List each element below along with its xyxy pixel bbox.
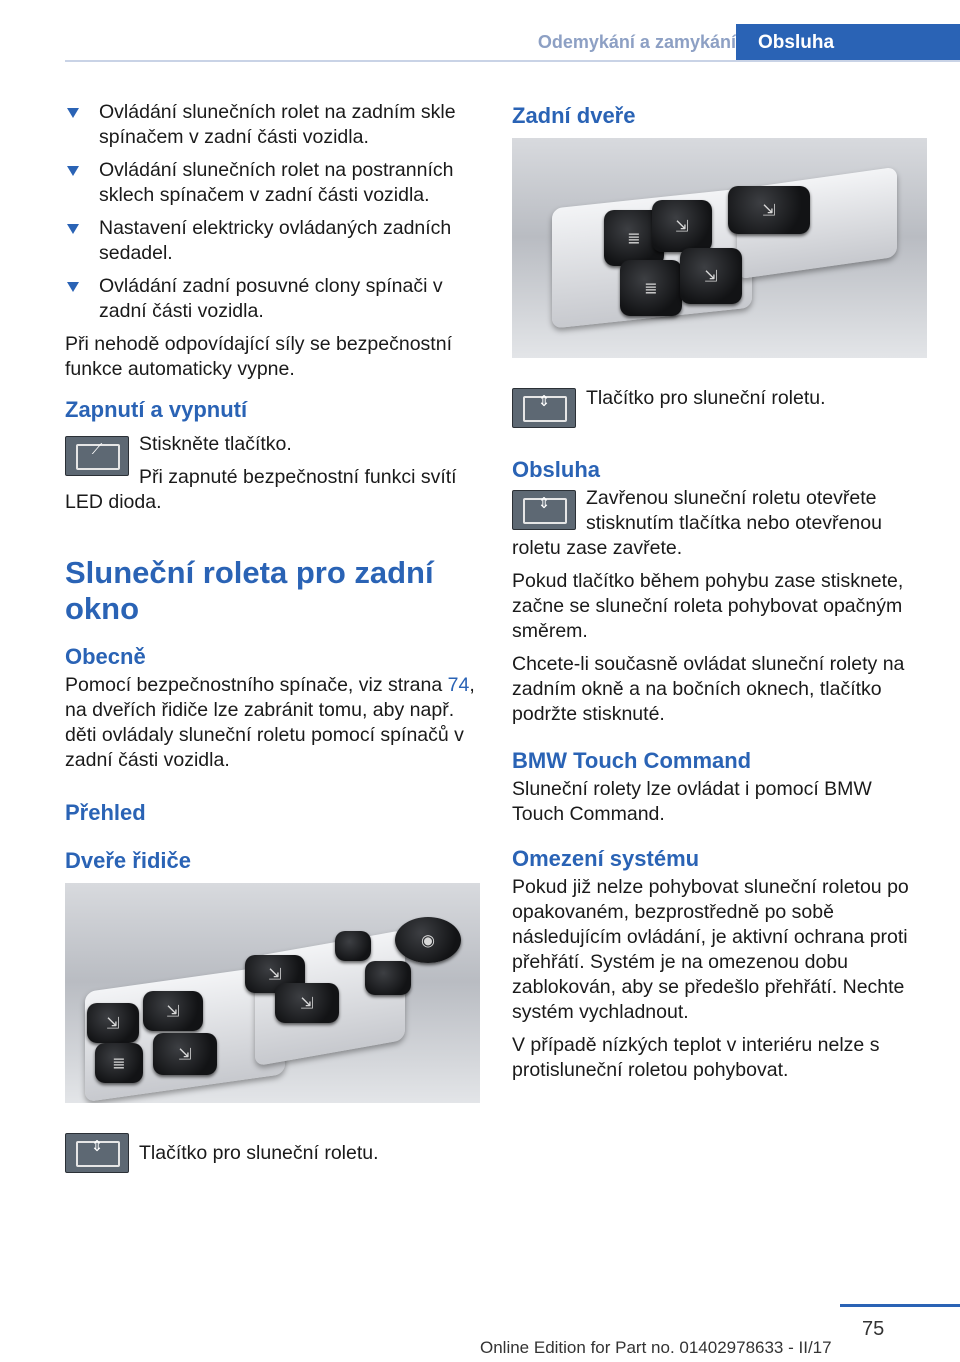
window-button: ⇲ — [245, 955, 305, 993]
heading-on-off: Zapnutí a vypnutí — [65, 397, 248, 422]
paragraph: Při nehodě odpovídající síly se bezpečnostní funkce automaticky vypne. — [65, 333, 452, 380]
page-link[interactable]: 74 — [447, 674, 470, 696]
sunblind-button: ≣ — [620, 260, 682, 316]
press-button-text: Stiskněte tlačítko. — [139, 433, 292, 455]
edition-text: Online Edition for Part no. 01402978633 - II/17 — [480, 1338, 832, 1357]
lock-button — [335, 931, 371, 961]
heading-operation: Obsluha — [512, 457, 601, 482]
triangle-bullet-icon — [67, 166, 79, 176]
heading-overview: Přehled — [65, 800, 146, 825]
mirror-control: ◉ — [395, 917, 461, 963]
icon-paragraph — [65, 432, 480, 515]
sunblind-button: ≣ — [95, 1043, 143, 1083]
sunblind-icon: ⇕ — [65, 1133, 129, 1173]
triangle-bullet-icon — [67, 282, 79, 292]
photo-caption: Tlačítko pro sluneční roletu. — [139, 1142, 379, 1164]
header-section: Odemykání a zamykání — [537, 32, 736, 52]
triangle-bullet-icon — [67, 108, 79, 118]
triangle-bullet-icon — [67, 224, 79, 234]
window-button: ⇲ — [680, 248, 742, 304]
photo-caption: Tlačítko pro sluneční roletu. — [586, 387, 826, 409]
window-button: ⇲ — [275, 983, 339, 1023]
section-title: Sluneční roleta pro zadní okno — [65, 555, 434, 626]
driver-door-switch-photo — [65, 883, 480, 1103]
caption-row — [512, 384, 927, 432]
limits-paragraph: V případě nízkých teplot v interiéru nelze s protisluneční roletou pohybovat. — [512, 1034, 880, 1081]
window-button: ⇲ — [728, 186, 810, 234]
page-number: 75 — [862, 1318, 885, 1340]
heading-touch-command: BMW Touch Command — [512, 748, 752, 773]
list-item: Ovládání slunečních rolet na postranních sklech spínačem v zadní části vozidla. — [65, 158, 480, 208]
list-item: Ovládání slunečních rolet na zadním skle spínačem v zadní části vozidla. — [65, 100, 480, 150]
list-item: Nastavení elektricky ovládaných zadních sedadel. — [65, 216, 480, 266]
list-item: Ovládání zadní posuvné clony spínači v zadní části vozidla. — [65, 274, 480, 324]
limits-paragraph: Pokud již nelze pohybovat sluneční roletou po opakovaném, bezprostředně po sobě následujícím ovládání, je aktivní ochrana proti přehřátí. Systém je na omezenou dobu zablokován, aby se předešlo přehřátí. Nechte systém vychladnout. — [512, 876, 909, 1023]
icon-paragraph — [512, 486, 927, 561]
footer-rule — [840, 1304, 960, 1307]
left-column — [65, 100, 480, 1177]
operation-paragraph: Pokud tlačítko během pohybu zase stisknete, začne se sluneční roleta pohybovat opačným směrem. — [512, 570, 904, 642]
operation-paragraph: Chcete-li současně ovládat sluneční rolety na zadním okně a na bočních oknech, tlačítko podržte stisknuté. — [512, 653, 905, 725]
led-text: Při zapnuté bezpečnostní funkci svítí LED dioda. — [65, 466, 457, 513]
window-button: ⇲ — [143, 991, 203, 1031]
heading-general: Obecně — [65, 644, 146, 669]
window-button: ⇲ — [153, 1033, 217, 1075]
general-paragraph: Pomocí bezpečnostního spínače, viz strana 74, na dveřích řidiče lze zabránit tomu, aby např. děti ovládaly sluneční roletu pomocí spínačů v zadní části vozidla. — [65, 674, 475, 771]
page-header — [65, 24, 960, 62]
heading-driver-door: Dveře řidiče — [65, 848, 191, 873]
caption-row — [65, 1129, 480, 1177]
touch-paragraph: Sluneční rolety lze ovládat i pomocí BMW Touch Command. — [512, 778, 872, 825]
header-chapter-tab[interactable]: Obsluha — [736, 24, 960, 62]
sunblind-icon: ⇕ — [512, 388, 576, 428]
bullet-list — [65, 100, 480, 324]
lock-button — [365, 961, 411, 995]
sunblind-button: ≣ — [604, 210, 664, 266]
window-button: ⇲ — [87, 1003, 139, 1043]
heading-rear-door: Zadní dveře — [512, 103, 636, 128]
operation-paragraph: Zavřenou sluneční roletu otevřete stisknutím tlačítka nebo otevřenou roletu zase zavřete. — [512, 487, 882, 559]
sunblind-icon: ⇕ — [512, 490, 576, 530]
window-button: ⇲ — [652, 200, 712, 252]
right-column — [512, 100, 927, 1091]
header-rule — [65, 60, 960, 62]
heading-system-limits: Omezení systému — [512, 846, 700, 871]
rear-door-switch-photo — [512, 138, 927, 358]
window-lock-icon: ⟋ — [65, 436, 129, 476]
